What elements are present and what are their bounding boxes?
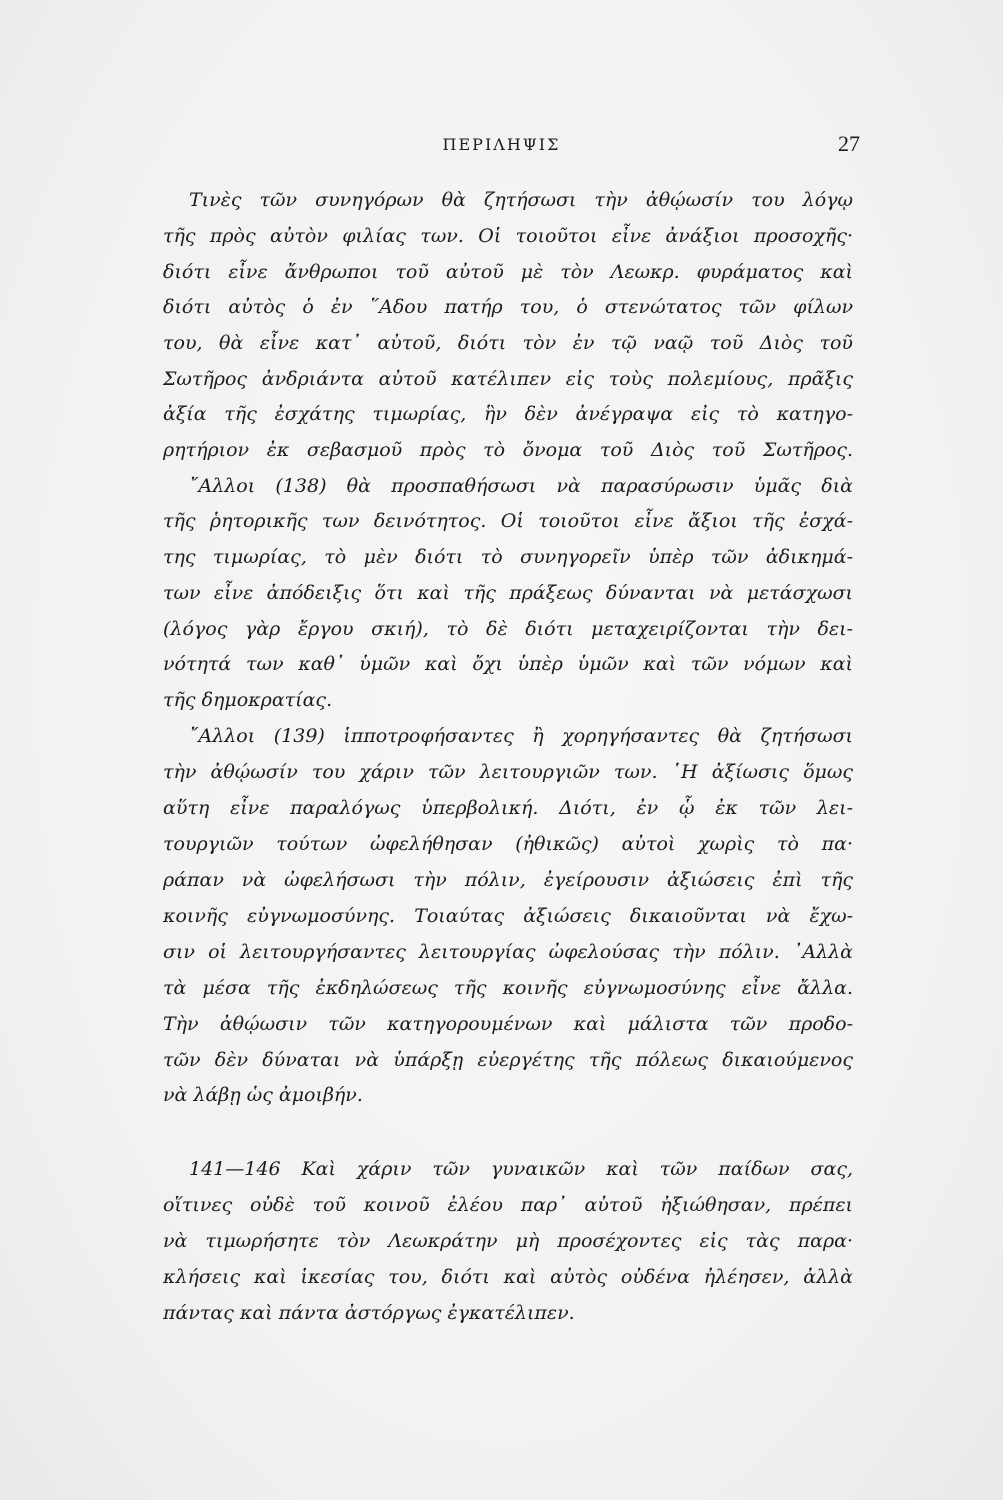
text-line: 141—146 Καὶ χάριν τῶν γυναικῶν καὶ τῶν παίδων σας, bbox=[189, 1158, 853, 1180]
text-line: Τινὲς τῶν συνηγόρων θὰ ζητήσωσι τὴν ἀθῴωσίν του λόγῳ bbox=[189, 189, 853, 211]
text-line: διότι αὐτὸς ὁ ἐν ῞Αδου πατήρ του, ὁ στενώτατος τῶν φίλων bbox=[163, 296, 853, 318]
text-line: νὰ τιμωρήσητε τὸν Λεωκράτην μὴ προσέχοντες εἰς τὰς παρα· bbox=[163, 1230, 853, 1252]
text-line: τῆς πρὸς αὐτὸν φιλίας των. Οἱ τοιοῦτοι εἶνε ἀνάξιοι προσοχῆς· bbox=[163, 225, 853, 247]
page-number: 27 bbox=[838, 131, 860, 156]
text-line: (λόγος γὰρ ἔργου σκιή), τὸ δὲ διότι μεταχειρίζονται τὴν δει- bbox=[163, 618, 853, 640]
text-line: τῶν δὲν δύναται νὰ ὑπάρξῃ εὐεργέτης τῆς πόλεως δικαιούμενος bbox=[163, 1049, 853, 1071]
text-line: τὴν ἀθῴωσίν του χάριν τῶν λειτουργιῶν των. ῾Η ἀξίωσις ὅμως bbox=[163, 761, 853, 783]
text-line: ἀξία τῆς ἐσχάτης τιμωρίας, ἣν δὲν ἀνέγραψα εἰς τὸ κατηγο- bbox=[163, 403, 853, 425]
text-line: Τὴν ἀθῴωσιν τῶν κατηγορουμένων καὶ μάλιστα τῶν προδο- bbox=[163, 1013, 853, 1035]
text-line: ῎Αλλοι (139) ἱπποτροφήσαντες ἢ χορηγήσαντες θὰ ζητήσωσι bbox=[189, 725, 853, 747]
text-line: των εἶνε ἀπόδειξις ὅτι καὶ τῆς πράξεως δύνανται νὰ μετάσχωσι bbox=[163, 582, 853, 604]
text-line: νότητά των καθ᾽ ὑμῶν καὶ ὄχι ὑπὲρ ὑμῶν καὶ τῶν νόμων καὶ bbox=[163, 653, 853, 675]
text-line: της τιμωρίας, τὸ μὲν διότι τὸ συνηγορεῖν ὑπὲρ τῶν ἀδικημά- bbox=[163, 546, 853, 568]
text-line: οἵτινες οὐδὲ τοῦ κοινοῦ ἐλέου παρ᾽ αὐτοῦ ἠξιώθησαν, πρέπει bbox=[163, 1194, 853, 1216]
text-line: του, θὰ εἶνε κατ᾽ αὐτοῦ, διότι τὸν ἐν τῷ ναῷ τοῦ Διὸς τοῦ bbox=[163, 332, 853, 354]
text-line: τῆς δημοκρατίας. bbox=[163, 689, 333, 711]
text-line: διότι εἶνε ἄνθρωποι τοῦ αὐτοῦ μὲ τὸν Λεωκρ. φυράματος καὶ bbox=[163, 261, 853, 283]
text-line: τὰ μέσα τῆς ἐκδηλώσεως τῆς κοινῆς εὐγνωμοσύνης εἶνε ἄλλα. bbox=[163, 977, 853, 999]
text-line: κοινῆς εὐγνωμοσύνης. Τοιαύτας ἀξιώσεις δικαιοῦνται νὰ ἔχω- bbox=[163, 905, 853, 927]
text-line: κλήσεις καὶ ἱκεσίας του, διότι καὶ αὐτὸς οὐδένα ἠλέησεν, ἀλλὰ bbox=[163, 1266, 853, 1288]
text-line: σιν οἱ λειτουργήσαντες λειτουργίας ὠφελούσας τὴν πόλιν. ᾿Αλλὰ bbox=[163, 941, 853, 963]
text-line: ῎Αλλοι (138) θὰ προσπαθήσωσι νὰ παρασύρωσιν ὑμᾶς διὰ bbox=[189, 475, 853, 497]
text-line: αὕτη εἶνε παραλόγως ὑπερβολική. Διότι, ἐν ᾧ ἐκ τῶν λει- bbox=[163, 797, 853, 819]
text-line: νὰ λάβῃ ὡς ἀμοιβήν. bbox=[163, 1084, 363, 1106]
text-line: Σωτῆρος ἀνδριάντα αὐτοῦ κατέλιπεν εἰς τοὺς πολεμίους, πρᾶξις bbox=[163, 368, 853, 390]
text-line: τῆς ῥητορικῆς των δεινότητος. Οἱ τοιοῦτοι εἶνε ἄξιοι τῆς ἐσχά- bbox=[163, 510, 853, 532]
text-line: πάντας καὶ πάντα ἀστόργως ἐγκατέλιπεν. bbox=[163, 1302, 575, 1324]
running-head: ΠΕΡΙΛΗΨΙΣ bbox=[442, 135, 561, 154]
text-line: ρητήριον ἐκ σεβασμοῦ πρὸς τὸ ὄνομα τοῦ Διὸς τοῦ Σωτῆρος. bbox=[163, 439, 853, 461]
text-line: τουργιῶν τούτων ὠφελήθησαν (ἠθικῶς) αὐτοὶ χωρὶς τὸ πα· bbox=[163, 833, 853, 855]
text-line: ράπαν νὰ ὠφελήσωσι τὴν πόλιν, ἐγείρουσιν ἀξιώσεις ἐπὶ τῆς bbox=[163, 869, 853, 891]
